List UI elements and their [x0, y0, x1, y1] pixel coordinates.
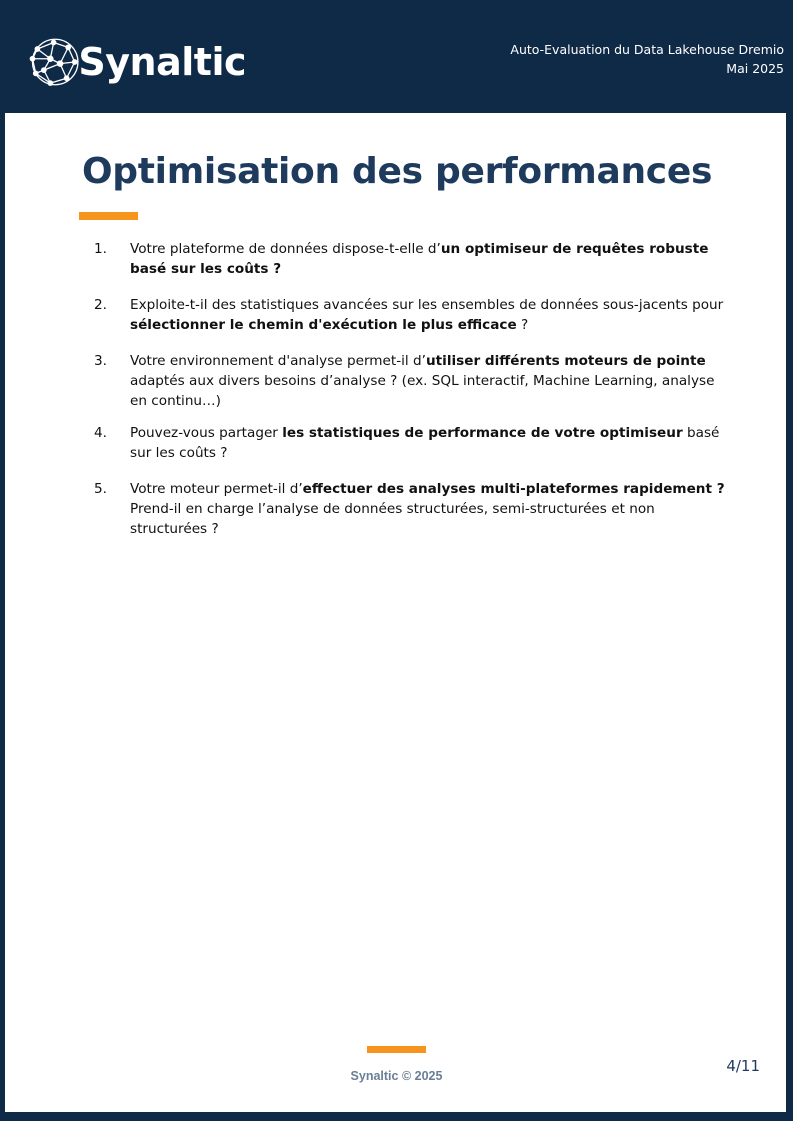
network-logo-icon	[26, 28, 84, 96]
page-number: 4/11	[726, 1057, 760, 1075]
footer-copyright: Synaltic © 2025	[350, 1069, 443, 1083]
question-text-bold: sélectionner le chemin d'exécution le plus efficace	[130, 317, 517, 333]
question-text	[130, 479, 732, 539]
question-text	[130, 295, 732, 335]
question-text-plain: Prend-il en charge l’analyse de données structurées, semi-structurées et non structurées ?	[130, 501, 655, 537]
question-text-plain: Votre moteur permet-il d’	[130, 481, 303, 497]
document-date: Mai 2025	[726, 61, 784, 76]
brand-name: Synaltic	[78, 40, 246, 84]
page-content	[5, 113, 786, 1112]
question-item	[92, 295, 732, 335]
title-accent-bar	[79, 212, 138, 220]
page-header	[0, 0, 793, 112]
question-number: 3.	[94, 353, 107, 369]
question-item	[92, 423, 732, 463]
footer-accent-bar	[367, 1046, 426, 1053]
question-text	[130, 351, 732, 411]
question-list	[92, 239, 732, 539]
question-text-bold: un optimiseur de requêtes robuste basé sur les coûts ?	[130, 241, 709, 277]
question-item	[92, 479, 732, 539]
question-text	[130, 423, 732, 463]
brand-logo	[26, 26, 246, 98]
question-text-plain: ?	[516, 317, 529, 333]
page-title: Optimisation des performances	[82, 151, 713, 192]
question-text-bold: utiliser différents moteurs de pointe	[425, 353, 706, 369]
question-number: 4.	[94, 425, 107, 441]
question-text-plain: Exploite-t-il des statistiques avancées sur les ensembles de données sous-jacents pour	[130, 297, 724, 313]
question-item	[92, 239, 732, 279]
question-text	[130, 239, 732, 279]
document-title: Auto-Evaluation du Data Lakehouse Dremio	[510, 42, 784, 57]
question-number: 1.	[94, 241, 107, 257]
question-text-plain: adaptés aux divers besoins d’analyse ? (ex. SQL interactif, Machine Learning, analyse en continu…)	[130, 373, 715, 409]
question-text-bold: les statistiques de performance de votre optimiseur	[282, 425, 683, 441]
question-text-plain: Pouvez-vous partager	[130, 425, 283, 441]
question-number: 5.	[94, 481, 107, 497]
document-meta	[510, 40, 784, 78]
question-item	[92, 351, 732, 411]
question-number: 2.	[94, 297, 107, 313]
question-text-bold: effectuer des analyses multi-plateformes rapidement ?	[302, 481, 725, 497]
question-text-plain: basé sur les coûts ?	[130, 425, 720, 461]
question-text-plain: Votre environnement d'analyse permet-il d’	[130, 353, 426, 369]
question-text-plain: Votre plateforme de données dispose-t-elle d’	[130, 241, 441, 257]
